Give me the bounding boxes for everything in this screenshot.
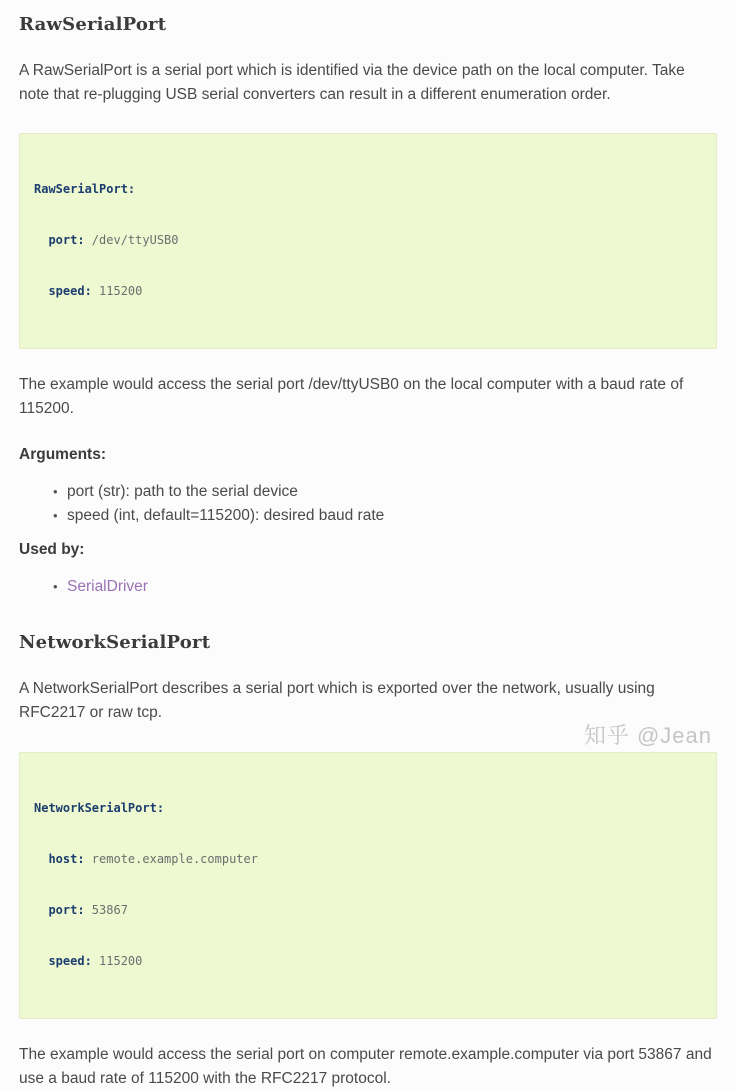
used-by-list [19, 575, 717, 599]
used-by-label: Used by: [19, 541, 85, 558]
code-line [34, 953, 702, 970]
code-line [34, 181, 702, 198]
networkserialport-intro: A NetworkSerialPort describes a serial port which is exported over the network, usually using RFC2217 or raw tcp. [19, 680, 655, 721]
code-line [34, 283, 702, 300]
yaml-value: /dev/ttyUSB0 [84, 233, 179, 247]
list-item: • port (str): path to the serial device [67, 480, 717, 504]
yaml-key: port: [34, 903, 85, 917]
networkserialport-code-block [19, 752, 717, 1019]
rawserialport-code-block [19, 133, 717, 349]
code-line [34, 800, 702, 817]
yaml-key: speed: [34, 954, 92, 968]
yaml-key: NetworkSerialPort: [34, 801, 165, 815]
rawserialport-heading: RawSerialPort [19, 14, 167, 35]
rawserialport-example-text: The example would access the serial port /dev/ttyUSB0 on the local computer with a baud rate of 115200. [19, 376, 684, 417]
rawserialport-intro: A RawSerialPort is a serial port which is identified via the device path on the local computer. Take note that re-plugging USB serial converters can result in a different enumeration order. [19, 62, 685, 103]
yaml-key: host: [34, 852, 85, 866]
networkserialport-example-text: The example would access the serial port on computer remote.example.computer via port 53867 and use a baud rate of 115200 with the RFC2217 protocol. [19, 1046, 712, 1087]
yaml-key: speed: [34, 284, 92, 298]
list-item [67, 575, 717, 599]
yaml-value: 115200 [91, 954, 143, 968]
code-line [34, 902, 702, 919]
yaml-key: RawSerialPort: [34, 182, 136, 196]
yaml-value: remote.example.computer [84, 852, 258, 866]
yaml-key: port: [34, 233, 85, 247]
code-line [34, 232, 702, 249]
networkserialport-heading: NetworkSerialPort [19, 632, 211, 653]
list-item: • speed (int, default=115200): desired baud rate [67, 504, 717, 528]
serialdriver-link[interactable]: SerialDriver [67, 578, 148, 595]
arguments-label: Arguments: [19, 446, 106, 463]
zhihu-watermark: 知乎 @Jean [583, 723, 712, 748]
yaml-value: 115200 [91, 284, 143, 298]
yaml-value: 53867 [84, 903, 128, 917]
code-line [34, 851, 702, 868]
arguments-list [19, 480, 717, 528]
